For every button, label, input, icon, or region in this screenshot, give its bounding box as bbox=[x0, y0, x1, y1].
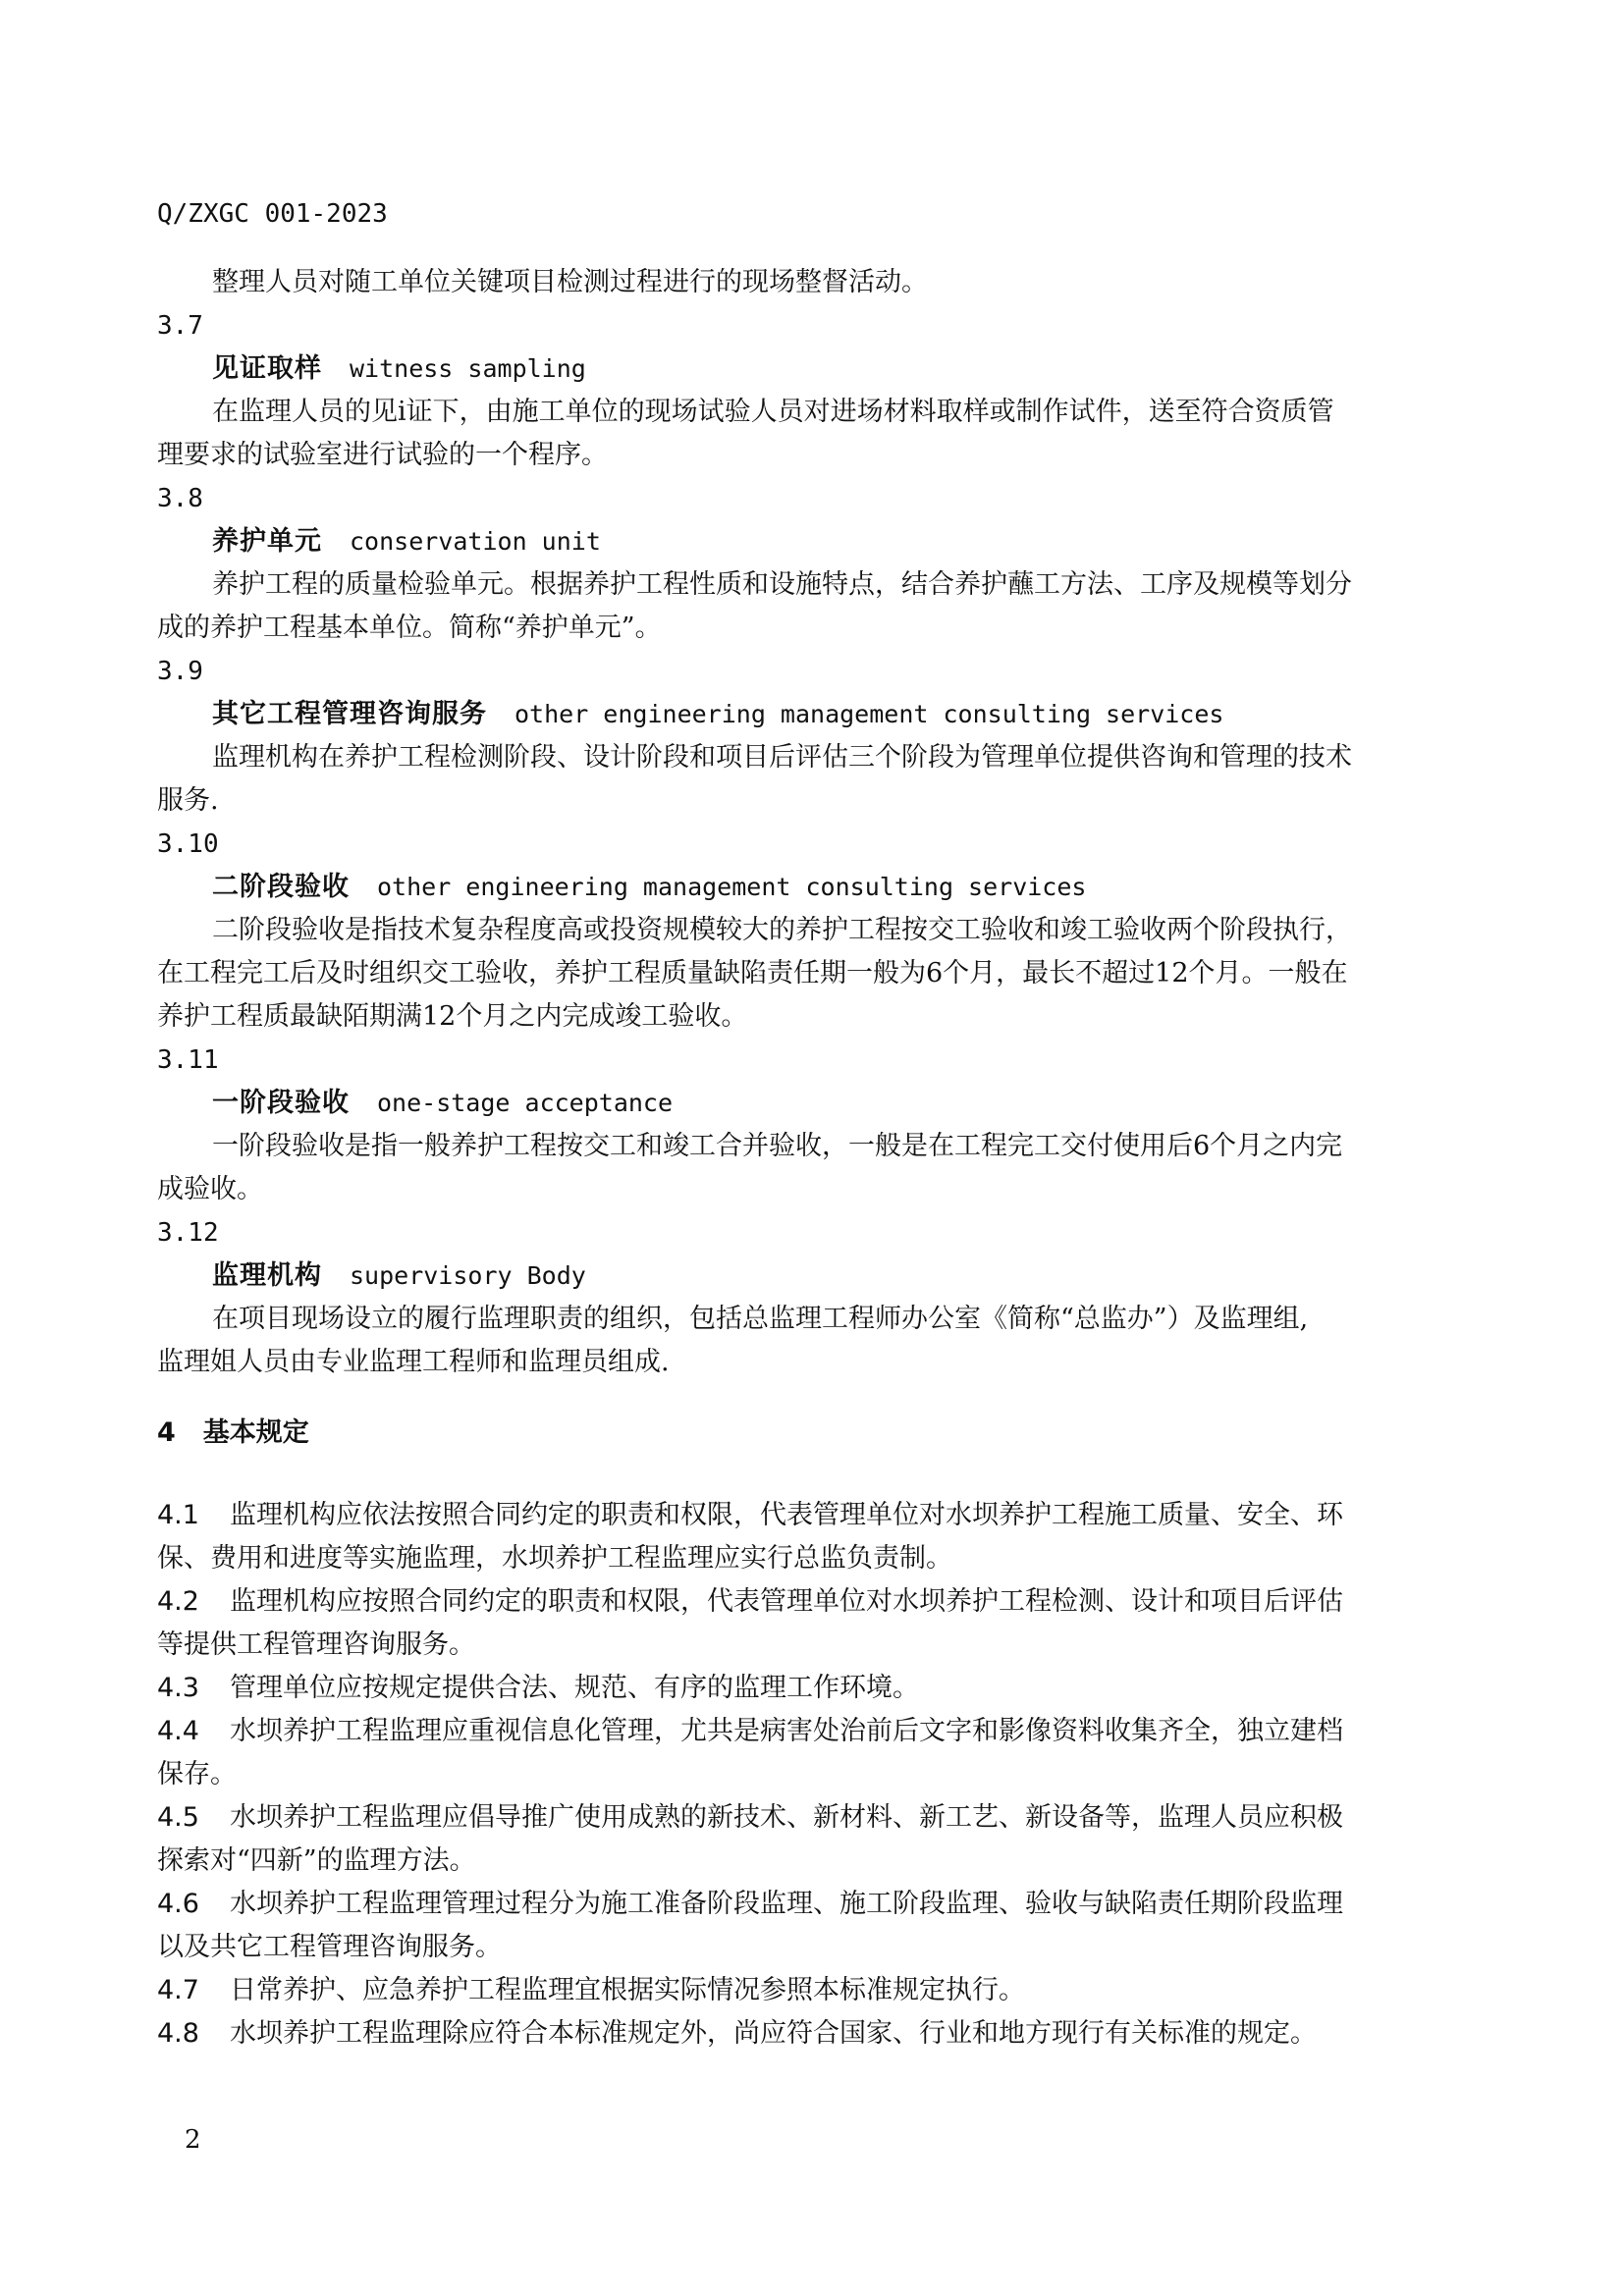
definition-line: 一阶段验收是指一般养护工程按交工和竣工合并验收，一般是在工程完工交付使用后6个月之内完 bbox=[212, 1131, 1343, 1161]
clause-text: 探索对“四新”的监理方法。 bbox=[157, 1845, 476, 1876]
clause-4-8 bbox=[157, 2012, 1443, 2056]
continued-paragraph: 整理人员对随工单位关键项目检测过程进行的现场整督活动。 bbox=[212, 267, 928, 297]
term-title bbox=[157, 693, 1443, 736]
clause-number: 4.3 bbox=[157, 1673, 199, 1703]
clause-number: 4.5 bbox=[157, 1802, 199, 1833]
document-code: Q/ZXGC 001-2023 bbox=[157, 199, 388, 229]
term-english: witness sampling bbox=[350, 354, 586, 383]
term-number: 3.8 bbox=[157, 484, 203, 513]
term-entry-3-11 bbox=[157, 1039, 1443, 1211]
term-title bbox=[157, 347, 1443, 391]
term-english: conservation unit bbox=[350, 527, 601, 556]
term-english: other engineering management consulting services bbox=[377, 873, 1087, 901]
term-entry-3-9 bbox=[157, 650, 1443, 823]
term-number: 3.7 bbox=[157, 311, 203, 341]
term-entry-3-7 bbox=[157, 304, 1443, 477]
definition-line: 服务. bbox=[157, 785, 219, 816]
definition-line: 养护工程质最缺陌期满12个月之内完成竣工验收。 bbox=[157, 1001, 748, 1032]
clause-number: 4.8 bbox=[157, 2018, 199, 2049]
term-chinese: 一阶段验收 bbox=[212, 1088, 350, 1118]
definition-line: 二阶段验收是指技术复杂程度高或投资规模较大的养护工程按交工验收和竣工验收两个阶段执行， bbox=[212, 915, 1352, 945]
definition-line: 监理机构在养护工程检测阶段、设计阶段和项目后评估三个阶段为管理单位提供咨询和管理的技术 bbox=[212, 742, 1352, 773]
term-chinese: 见证取样 bbox=[212, 353, 322, 384]
clause-number: 4.6 bbox=[157, 1889, 199, 1919]
definition-line: 监理姐人员由专业监理工程师和监理员组成. bbox=[157, 1347, 670, 1377]
term-number: 3.12 bbox=[157, 1218, 219, 1248]
definition-line: 在监理人员的见i证下，由施工单位的现场试验人员对进场材料取样或制作试件，送至符合资质管 bbox=[212, 397, 1334, 427]
definition-line: 成验收。 bbox=[157, 1174, 263, 1204]
definition-line: 在项目现场设立的履行监理职责的组织，包括总监理工程师办公室《简称“总监办”）及监理组, bbox=[212, 1304, 1309, 1334]
term-entry-3-10 bbox=[157, 823, 1443, 1039]
clause-4-3 bbox=[157, 1667, 1443, 1710]
term-english: other engineering management consulting services bbox=[514, 700, 1224, 728]
clause-text: 水坝养护工程监理应倡导推广使用成熟的新技术、新材料、新工艺、新设备等，监理人员应积极 bbox=[230, 1802, 1343, 1833]
page-content bbox=[157, 261, 1443, 2056]
clause-text: 以及共它工程管理咨询服务。 bbox=[157, 1932, 502, 1962]
term-entry-3-12 bbox=[157, 1211, 1443, 1384]
clause-text: 水坝养护工程监理管理过程分为施工准备阶段监理、施工阶段监理、验收与缺陷责任期阶段监理 bbox=[230, 1889, 1343, 1919]
definition-line: 在工程完工后及时组织交工验收，养护工程质量缺陷责任期一般为6个月，最长不超过12个月。一般在 bbox=[157, 958, 1348, 988]
term-english: supervisory Body bbox=[350, 1261, 586, 1290]
clause-text: 保存。 bbox=[157, 1759, 237, 1789]
clause-4-2 bbox=[157, 1580, 1443, 1667]
clause-text: 保、费用和进度等实施监理，水坝养护工程监理应实行总监负责制。 bbox=[157, 1543, 952, 1574]
clause-text: 水坝养护工程监理应重视信息化管理，尤共是病害处治前后文字和影像资料收集齐全，独立建档 bbox=[230, 1716, 1343, 1746]
term-title bbox=[157, 520, 1443, 563]
definition-line: 理要求的试验室进行试验的一个程序。 bbox=[157, 440, 608, 470]
clause-number: 4.7 bbox=[157, 1975, 199, 2005]
definition-line: 养护工程的质量检验单元。根据养护工程性质和设施特点，结合养护蘸工方法、工序及规模等划分 bbox=[212, 569, 1352, 600]
definition-line: 成的养护工程基本单位。简称“养护单元”。 bbox=[157, 613, 662, 643]
term-title bbox=[157, 1255, 1443, 1298]
section-title: 基本规定 bbox=[202, 1417, 309, 1448]
term-entry-3-8 bbox=[157, 477, 1443, 650]
term-chinese: 养护单元 bbox=[212, 526, 322, 557]
clause-number: 4.4 bbox=[157, 1716, 199, 1746]
term-number: 3.10 bbox=[157, 829, 219, 859]
clause-4-6 bbox=[157, 1883, 1443, 1969]
term-english: one-stage acceptance bbox=[377, 1089, 674, 1117]
term-number: 3.9 bbox=[157, 657, 203, 686]
clause-text: 日常养护、应急养护工程监理宜根据实际情况参照本标准规定执行。 bbox=[230, 1975, 1025, 2005]
clause-text: 监理机构应依法按照合同约定的职责和权限，代表管理单位对水坝养护工程施工质量、安全、环 bbox=[230, 1500, 1343, 1530]
term-number: 3.11 bbox=[157, 1045, 219, 1075]
term-chinese: 二阶段验收 bbox=[212, 872, 350, 902]
term-chinese: 其它工程管理咨询服务 bbox=[212, 699, 487, 729]
clause-4-7 bbox=[157, 1969, 1443, 2012]
clause-text: 管理单位应按规定提供合法、规范、有序的监理工作环境。 bbox=[230, 1673, 919, 1703]
term-chinese: 监理机构 bbox=[212, 1260, 322, 1291]
term-title bbox=[157, 866, 1443, 909]
section-number: 4 bbox=[157, 1417, 176, 1448]
clause-text: 监理机构应按照合同约定的职责和权限，代表管理单位对水坝养护工程检测、设计和项目后评估 bbox=[230, 1586, 1343, 1617]
clause-4-4 bbox=[157, 1710, 1443, 1796]
clause-text: 等提供工程管理咨询服务。 bbox=[157, 1629, 475, 1660]
clause-number: 4.2 bbox=[157, 1586, 199, 1617]
clause-number: 4.1 bbox=[157, 1500, 199, 1530]
clause-4-1 bbox=[157, 1494, 1443, 1580]
clause-4-5 bbox=[157, 1796, 1443, 1883]
clause-text: 水坝养护工程监理除应符合本标准规定外，尚应符合国家、行业和地方现行有关标准的规定。 bbox=[230, 2018, 1317, 2049]
term-title bbox=[157, 1082, 1443, 1125]
page-number: 2 bbox=[185, 2125, 201, 2155]
section-heading bbox=[157, 1412, 1443, 1455]
